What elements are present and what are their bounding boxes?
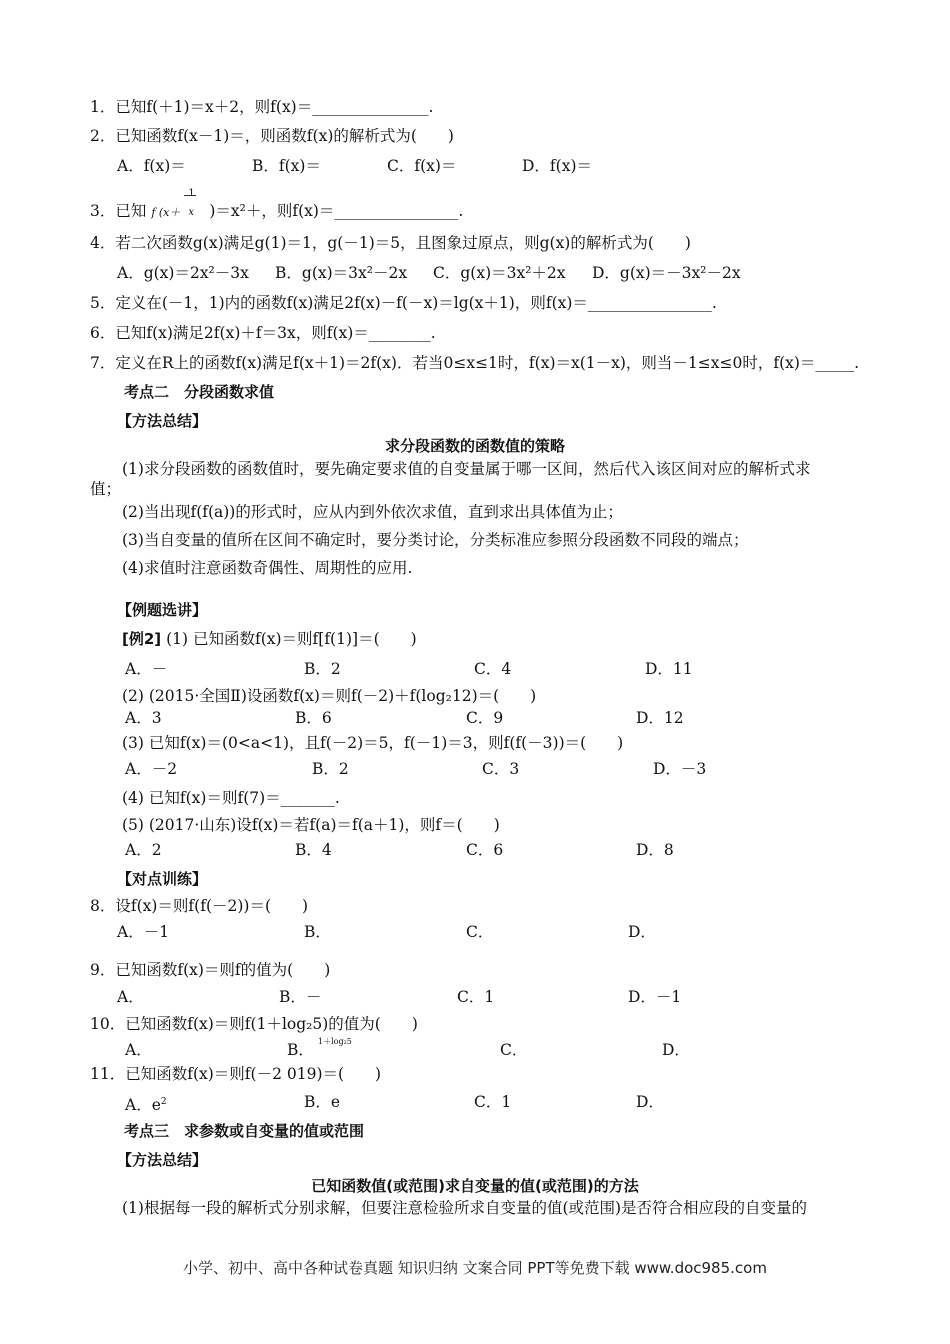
strategy-point-1: (1)求分段函数的函数值时，要先确定要求值的自变量属于哪一区间，然后代入该区间对应的解析式求 (122, 460, 811, 478)
option-c: C．4 (474, 660, 512, 678)
option-a: A．－2 (125, 760, 178, 778)
section-title-kaodian2: 考点二 分段函数求值 (124, 383, 275, 401)
method-point-1: (1)根据每一段的解析式分别求解，但要注意检验所求自变量的值(或范围)是否符合相应段的自变量的 (122, 1199, 808, 1217)
example-1 (122, 629, 417, 649)
option-a: A．2 (125, 841, 162, 859)
fraction-denominator: x (188, 207, 195, 218)
example-5-options (0, 840, 950, 860)
question-1: 1．已知f(＋1)＝x＋2，则f(x)＝_______________. (90, 98, 434, 116)
method-summary-tag: 【方法总结】 (117, 412, 208, 430)
superscript: 2 (160, 1097, 167, 1107)
example-1-text: (1) 已知函数f(x)＝则f[f(1)]＝( ) (161, 630, 417, 648)
method-summary-tag-3: 【方法总结】 (117, 1151, 208, 1169)
question-3-pre: 3．已知 (90, 202, 147, 220)
option-b: B．2 (304, 660, 341, 678)
question-11-options (0, 1092, 950, 1115)
option-b: B． (287, 1041, 314, 1059)
option-b: B． (304, 923, 331, 941)
option-d: D． (628, 923, 656, 941)
option-a: A．－ (125, 660, 168, 678)
option-b: B．－ (279, 988, 322, 1006)
option-b: B．f(x)＝ (252, 157, 321, 175)
example-4: (4) 已知f(x)＝则f(7)＝_______. (122, 789, 340, 807)
question-7: 7．定义在R上的函数f(x)满足f(x＋1)＝2f(x)．若当0≤x≤1时，f(x)＝x(1－x)，则当－1≤x≤0时，f(x)＝_____. (90, 354, 860, 372)
option-a: A．$e^2$ (125, 1096, 167, 1115)
examples-tag: 【例题选讲】 (117, 601, 208, 619)
example-3-options (0, 759, 950, 779)
option-a: A．f(x)＝ (117, 157, 186, 175)
strategy-title-3: 已知函数值(或范围)求自变量的值(或范围)的方法 (311, 1177, 639, 1195)
question-8-options (0, 922, 950, 942)
fraction (180, 188, 204, 218)
strategy-point-1-cont: 值； (90, 480, 122, 498)
strategy-point-3: (3)当自变量的值所在区间不确定时，要分类讨论，分类标准应参照分段函数不同段的端点； (122, 531, 749, 549)
question-10-options (0, 1037, 950, 1060)
question-6: 6．已知f(x)满足2f(x)＋f＝3x，则f(x)＝________. (90, 324, 436, 342)
option-d: D．12 (636, 709, 684, 727)
strategy-point-2: (2)当出现f(f(a))的形式时，应从内到外依次求值，直到求出具体值为止； (122, 503, 623, 521)
option-a: A．g(x)＝2x²－3x (117, 264, 249, 282)
option-c: C．g(x)＝3x²＋2x (433, 264, 566, 282)
question-4-options (0, 263, 950, 283)
question-8: 8．设f(x)＝则f(f(－2))＝( ) (90, 897, 309, 915)
option-d: D．－3 (653, 760, 707, 778)
question-10: 10．已知函数f(x)＝则f(1＋log₂5)的值为( ) (90, 1015, 418, 1033)
option-d: D． (636, 1093, 664, 1111)
option-d: D．f(x)＝ (522, 157, 592, 175)
option-b: B．g(x)＝3x²－2x (275, 264, 408, 282)
strategy-point-4: (4)求值时注意函数奇偶性、周期性的应用. (122, 559, 413, 577)
option-c: C． (466, 923, 494, 941)
question-3-post: )＝x²＋，则f(x)＝________________. (209, 202, 464, 220)
question-3 (90, 188, 464, 223)
option-d: D．8 (636, 841, 674, 859)
option-a: A．－1 (117, 923, 170, 941)
practice-tag: 【对点训练】 (117, 870, 208, 888)
option-d: D． (662, 1041, 690, 1059)
example-1-options (0, 659, 950, 679)
option-c: C．6 (466, 841, 504, 859)
strategy-title: 求分段函数的函数值的策略 (384, 437, 565, 455)
option-c: C．9 (466, 709, 504, 727)
question-4: 4．若二次函数g(x)满足g(1)＝1，g(－1)＝5，且图象过原点，则g(x)的解析式为( ) (90, 234, 691, 252)
option-d: D．g(x)＝－3x²－2x (592, 264, 741, 282)
option-c: C．1 (474, 1093, 512, 1111)
example-2-options (0, 708, 950, 728)
option-d: D．11 (645, 660, 693, 678)
fraction-numerator: 1 (188, 188, 195, 199)
option-b: B．6 (295, 709, 332, 727)
section-title-kaodian3: 考点三 求参数或自变量的值或范围 (124, 1122, 365, 1140)
option-a: A． (125, 1041, 152, 1059)
question-11: 11．已知函数f(x)＝则f(－2 019)＝( ) (90, 1065, 382, 1083)
question-9: 9．已知函数f(x)＝则f的值为( ) (90, 961, 331, 979)
question-5: 5．定义在(－1，1)内的函数f(x)满足2f(x)－f(－x)＝lg(x＋1)，则f(x)＝________________. (90, 294, 717, 312)
option-c: C．f(x)＝ (387, 157, 457, 175)
example-label: [例2] (122, 630, 162, 648)
example-3: (3) 已知f(x)＝(0<a<1)，且f(－2)＝5，f(－1)＝3，则f(f(－3))＝( ) (122, 734, 624, 752)
question-2: 2．已知函数f(x－1)＝，则函数f(x)的解析式为( ) (90, 127, 454, 145)
option-d: D．－1 (628, 988, 682, 1006)
example-2: (2) (2015·全国Ⅱ)设函数f(x)＝则f(－2)＋f(log₂12)＝( ) (122, 687, 537, 705)
option-b: B．2 (312, 760, 349, 778)
option-c: C．3 (482, 760, 520, 778)
option-b: B．4 (295, 841, 332, 859)
option-a: A．3 (125, 709, 162, 727)
question-9-options (0, 987, 950, 1007)
option-c: C． (500, 1041, 528, 1059)
page-footer: 小学、初中、高中各种试卷真题 知识归纳 文案合同 PPT等免费下载 www.doc985.com (183, 1259, 767, 1277)
option-c: C．1 (457, 988, 495, 1006)
example-5: (5) (2017·山东)设f(x)＝若f(a)＝f(a＋1)，则f＝( ) (122, 816, 500, 834)
option-a: A． (117, 988, 144, 1006)
question-2-options (0, 156, 950, 176)
question-3-expr: f (x＋ (151, 206, 181, 219)
option-b: B．e (304, 1093, 341, 1111)
option-b-exponent: 1＋log₂5 (318, 1037, 352, 1046)
